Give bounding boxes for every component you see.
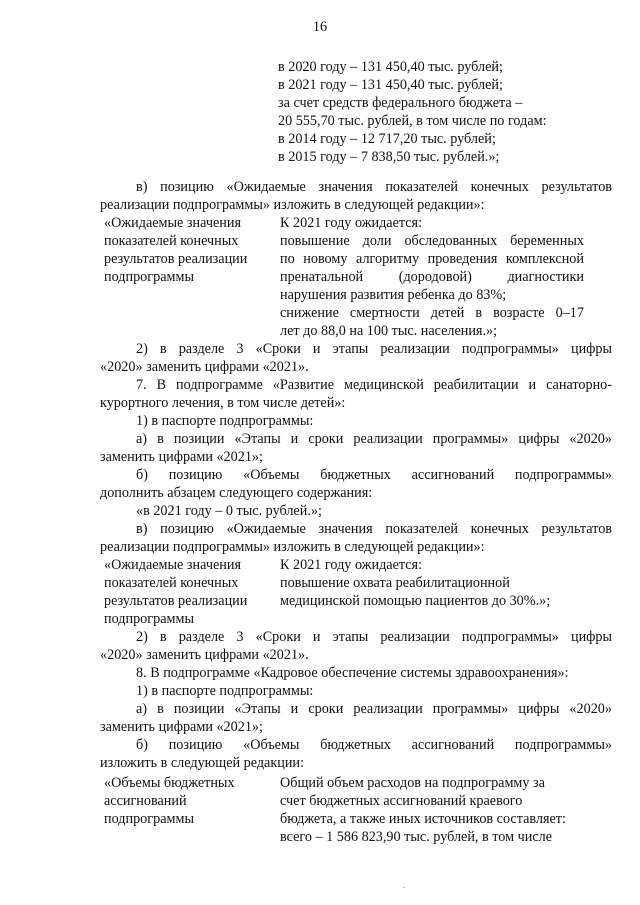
text-line: результатов реализации (104, 251, 248, 267)
text-line: К 2021 году ожидается: (280, 557, 423, 573)
text-line: всего – 1 586 823,90 тыс. рублей, в том числе (280, 829, 553, 845)
text-line: в) позицию «Ожидаемые значения показателей конечных результатов (136, 521, 612, 537)
text-line: нарушения развития ребенка до 83%; (280, 287, 507, 303)
table1-right-cell (280, 214, 584, 340)
paragraph-v-expected-values (100, 178, 612, 214)
text-line: результатов реализации (104, 593, 248, 609)
paragraph-item-8 (136, 664, 569, 682)
text-line: 1) в паспорте подпрограммы: (136, 413, 314, 429)
paragraph-7-v (100, 520, 612, 556)
table2-right-cell (280, 556, 550, 610)
text-line: показателей конечных (104, 575, 239, 591)
text-line: в 2020 году – 131 450,40 тыс. рублей; (278, 59, 503, 75)
text-line: 7. В подпрограмме «Развитие медицинской реабилитации и санаторно- (136, 377, 612, 393)
text-line: 2) в разделе 3 «Сроки и этапы реализации подпрограммы» цифры (136, 629, 612, 645)
text-line: повышение охвата реабилитационной (280, 575, 510, 591)
text-line: «Ожидаемые значения (104, 557, 241, 573)
text-line: счет бюджетных ассигнований краевого (280, 793, 523, 809)
text-line: повышение доли обследованных беременных (280, 233, 584, 249)
text-line: изложить в следующей редакции: (100, 755, 304, 771)
text-line: 20 555,70 тыс. рублей, в том числе по годам: (278, 113, 547, 129)
text-line: «Ожидаемые значения (104, 215, 241, 231)
text-line: медицинской помощью пациентов до 30%.»; (280, 593, 551, 609)
text-line: б) позицию «Объемы бюджетных ассигнований подпрограммы» (136, 737, 612, 753)
text-line: дополнить абзацем следующего содержания: (100, 485, 373, 501)
text-line: 1) в паспорте подпрограммы: (136, 683, 314, 699)
text-line: ассигнований (104, 793, 187, 809)
budget-continuation (278, 58, 547, 166)
text-line: в 2021 году – 131 450,40 тыс. рублей; (278, 77, 503, 93)
paragraph-7-b (100, 466, 612, 502)
table1-left-cell (104, 214, 247, 286)
text-line: курортного лечения, в том числе детей»: (100, 395, 346, 411)
text-line: а) в позиции «Этапы и сроки реализации программы» цифры «2020» (136, 431, 612, 447)
text-line: в 2014 году – 12 717,20 тыс. рублей; (278, 131, 496, 147)
table2-left-cell (104, 556, 247, 628)
paragraph-8-passport (136, 682, 313, 700)
text-line: по новому алгоритму проведения комплексной (280, 251, 584, 267)
text-line: «2020» заменить цифрами «2021». (100, 647, 309, 663)
text-line: «2020» заменить цифрами «2021». (100, 359, 309, 375)
text-line: заменить цифрами «2021»; (100, 449, 263, 465)
text-line: в 2015 году – 7 838,50 тыс. рублей.»; (278, 149, 500, 165)
paragraph-8-a (100, 700, 612, 736)
text-line: лет до 88,0 на 100 тыс. населения.»; (280, 323, 498, 339)
paragraph-item-7 (100, 376, 612, 412)
paragraph-section3-a (100, 340, 612, 376)
paragraph-section3-b (100, 628, 612, 664)
scan-speck (403, 887, 405, 888)
page-number: 16 (312, 19, 328, 35)
text-line: а) в позиции «Этапы и сроки реализации программы» цифры «2020» (136, 701, 612, 717)
text-line: «Объемы бюджетных (104, 775, 235, 791)
text-line: снижение смертности детей в возрасте 0–17 (280, 305, 584, 321)
text-line: в) позицию «Ожидаемые значения показателей конечных результатов (136, 179, 612, 195)
text-line: Общий объем расходов на подпрограмму за (280, 775, 545, 791)
text-line: подпрограммы (104, 611, 194, 627)
text-line: К 2021 году ожидается: (280, 215, 423, 231)
paragraph-7-passport (136, 412, 313, 430)
text-line: за счет средств федерального бюджета – (278, 95, 523, 111)
text-line: «в 2021 году – 0 тыс. рублей.»; (136, 503, 322, 519)
text-line: реализации подпрограммы» изложить в следующей редакции»: (100, 539, 485, 555)
table3-right-cell (280, 774, 566, 846)
table3-left-cell (104, 774, 235, 828)
paragraph-7-a (100, 430, 612, 466)
text-line: 8. В подпрограмме «Кадровое обеспечение системы здравоохранения»: (136, 665, 569, 681)
text-line: реализации подпрограммы» изложить в следующей редакции»: (100, 197, 485, 213)
text-line: подпрограммы (104, 811, 194, 827)
text-line: показателей конечных (104, 233, 239, 249)
text-line: заменить цифрами «2021»; (100, 719, 263, 735)
paragraph-7-quote (136, 502, 322, 520)
paragraph-8-b (100, 736, 612, 772)
text-line: пренатальной (дородовой) диагностики (280, 269, 584, 285)
text-line: б) позицию «Объемы бюджетных ассигнований подпрограммы» (136, 467, 612, 483)
text-line: подпрограммы (104, 269, 194, 285)
text-line: 2) в разделе 3 «Сроки и этапы реализации подпрограммы» цифры (136, 341, 612, 357)
text-line: бюджета, а также иных источников составляет: (280, 811, 566, 827)
